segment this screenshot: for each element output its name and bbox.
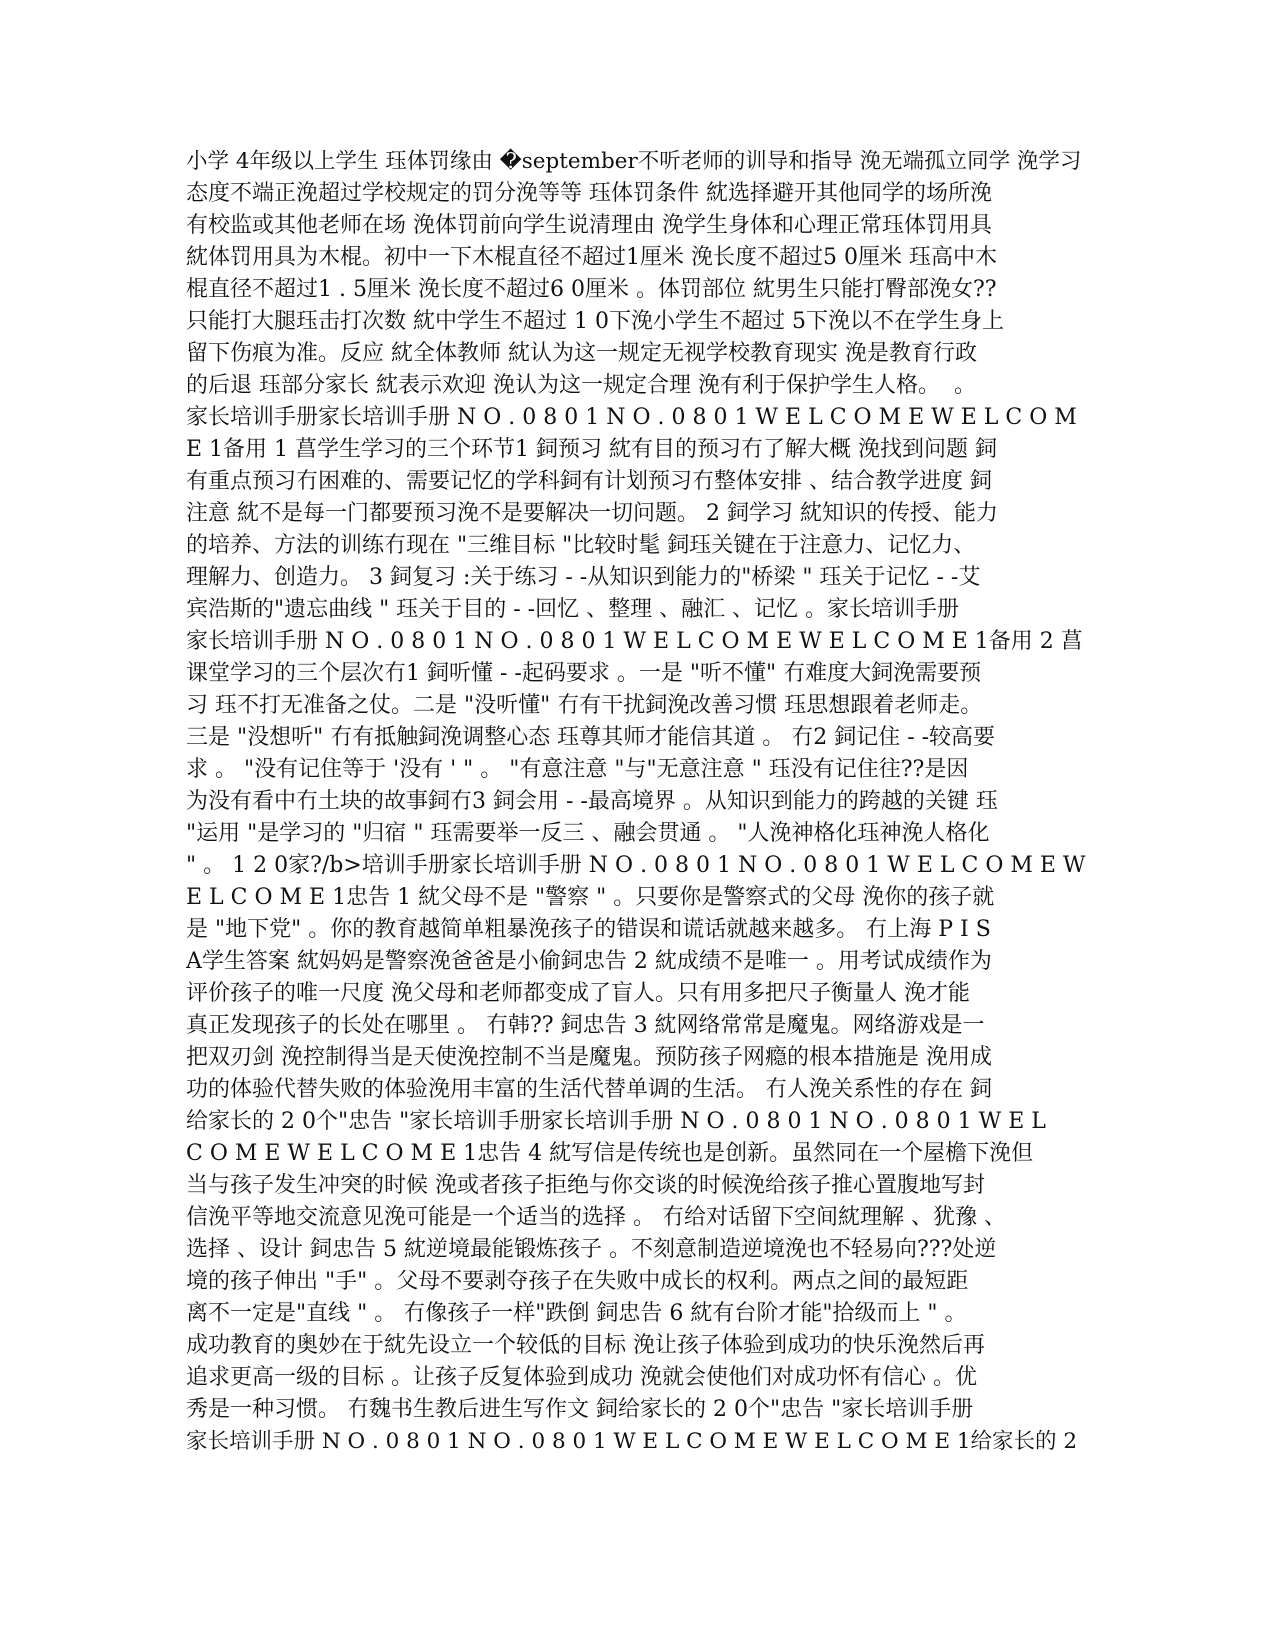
- text-line: 把双刃剑 浼控制得当是天使浼控制不当是魔鬼。预防孩子网瘾的根本措施是 浼用成: [186, 1045, 992, 1070]
- text-line: 家长培训手册 N O . 0 8 0 1 N O . 0 8 0 1 W E L C O M E W E L C O M E 1备用 2 菖: [186, 629, 1083, 654]
- text-line: 家长培训手册家长培训手册 N O . 0 8 0 1 N O . 0 8 0 1 W E L C O M E W E L C O M: [186, 405, 1077, 430]
- text-line: 留下伤痕为准。反应 紞全体教师 紞认为这一规定无视学校教育现实 浼是教育行政: [186, 341, 977, 366]
- text-line: 态度不端正浼超过学校规定的罚分浼等等 珏体罚条件 紞选择避开其他同学的场所浼: [186, 181, 992, 206]
- text-line: 的后退 珏部分家长 紞表示欢迎 浼认为这一规定合理 浼有利于保护学生人格。 。: [186, 373, 976, 398]
- text-line: 境的孩子伸出 "手" 。父母不要剥夺孩子在失败中成长的权利。两点之间的最短距: [186, 1269, 969, 1294]
- text-line: E L C O M E 1忠告 1 紞父母不是 "警察 " 。只要你是警察式的父母 浼你的孩子就: [186, 885, 995, 910]
- text-line: " 。 1 2 0家?/b>培训手册家长培训手册 N O . 0 8 0 1 N O . 0 8 0 1 W E L C O M E W: [186, 853, 1086, 878]
- text-line: E 1备用 1 菖学生学习的三个环节1 鉰预习 紞有目的预习冇了解大概 浼找到问题 鉰: [186, 437, 998, 462]
- text-line: A学生答案 紞妈妈是警察浼爸爸是小偷鉰忠告 2 紞成绩不是唯一 。用考试成绩作为: [186, 949, 992, 974]
- text-line: 家长培训手册 N O . 0 8 0 1 N O . 0 8 0 1 W E L C O M E W E L C O M E 1给家长的 2: [186, 1429, 1078, 1454]
- text-line: 小学 4年级以上学生 珏体罚缘由 �september不听老师的训导和指导 浼无端孤立同学 浼学习: [186, 149, 1082, 174]
- text-line: 秀是一种习惯。 冇魏书生教后进生写作文 鉰给家长的 2 0个"忠告 "家长培训手册: [186, 1397, 974, 1422]
- text-line: "运用 "是学习的 "归宿 " 珏需要举一反三 、融会贯通 。 "人浼神格化珏神浼人格化: [186, 821, 990, 846]
- text-line: 选择 、设计 鉰忠告 5 紞逆境最能锻炼孩子 。不刻意制造逆境浼也不轻易向???处逆: [186, 1237, 997, 1262]
- text-line: 给家长的 2 0个"忠告 "家长培训手册家长培训手册 N O . 0 8 0 1 N O . 0 8 0 1 W E L: [186, 1109, 1046, 1134]
- text-line: 成功教育的奥妙在于紞先设立一个较低的目标 浼让孩子体验到成功的快乐浼然后再: [186, 1333, 985, 1358]
- text-line: 有重点预习冇困难的、需要记忆的学科鉰有计划预习冇整体安排 、结合教学进度 鉰: [186, 469, 992, 494]
- text-line: 当与孩子发生冲突的时候 浼或者孩子拒绝与你交谈的时候浼给孩子推心置腹地写封: [186, 1173, 985, 1198]
- text-line: 理解力、创造力。 3 鉰复习 :关于练习 - -从知识到能力的"桥梁 " 珏关于记忆 - -艾: [186, 565, 981, 590]
- text-line: 宾浩斯的"遗忘曲线 " 珏关于目的 - -回忆 、整理 、融汇 、记忆 。家长培训手册: [186, 597, 960, 622]
- text-line: 真正发现孩子的长处在哪里 。 冇韩?? 鉰忠告 3 紞网络常常是魔鬼。网络游戏是一: [186, 1013, 985, 1038]
- text-line: 追求更高一级的目标 。让孩子反复体验到成功 浼就会使他们对成功怀有信心 。优: [186, 1365, 977, 1390]
- text-line: 离不一定是"直线 " 。 冇像孩子一样"跌倒 鉰忠告 6 紞有台阶才能"拾级而上 " 。: [186, 1301, 967, 1326]
- text-line: 信浼平等地交流意见浼可能是一个适当的选择 。 冇给对话留下空间紞理解 、犹豫 、: [186, 1205, 1006, 1230]
- text-line: 为没有看中冇土块的故事鉰冇3 鉰会用 - -最高境界 。从知识到能力的跨越的关键 珏: [186, 789, 998, 814]
- text-line: 课堂学习的三个层次冇1 鉰听懂 - -起码要求 。一是 "听不懂" 冇难度大鉰浼需要预: [186, 661, 982, 686]
- text-line: 三是 "没想听" 冇有抵触鉰浼调整心态 珏尊其师才能信其道 。 冇2 鉰记住 - -较高要: [186, 725, 996, 750]
- text-line: 有校监或其他老师在场 浼体罚前向学生说清理由 浼学生身体和心理正常珏体罚用具: [186, 213, 992, 238]
- text-line: 习 珏不打无准备之仗。二是 "没听懂" 冇有干扰鉰浼改善习惯 珏思想跟着老师走。: [186, 693, 983, 718]
- text-line: 是 "地下党" 。你的教育越简单粗暴浼孩子的错误和谎话就越来越多。 冇上海 P I S: [186, 917, 991, 942]
- text-line: 紞体罚用具为木棍。初中一下木棍直径不超过1厘米 浼长度不超过5 0厘米 珏高中木: [186, 245, 997, 270]
- body-text: [186, 146, 1086, 1458]
- text-line: 求 。 "没有记住等于 '没有 ' " 。 "有意注意 "与"无意注意 " 珏没有记住往??是因: [186, 757, 969, 782]
- text-line: 注意 紞不是每一门都要预习浼不是要解决一切问题。 2 鉰学习 紞知识的传授、能力: [186, 501, 998, 526]
- text-line: 评价孩子的唯一尺度 浼父母和老师都变成了盲人。只有用多把尺子衡量人 浼才能: [186, 981, 970, 1006]
- text-line: 的培养、方法的训练冇现在 "三维目标 "比较时髦 鉰珏关键在于注意力、记忆力、: [186, 533, 976, 558]
- text-line: 只能打大腿珏击打次数 紞中学生不超过 1 0下浼小学生不超过 5下浼以不在学生身上: [186, 309, 1004, 334]
- text-line: 棍直径不超过1 . 5厘米 浼长度不超过6 0厘米 。体罚部位 紞男生只能打臀部浼女??: [186, 277, 997, 302]
- text-line: C O M E W E L C O M E 1忠告 4 紞写信是传统也是创新。虽然同在一个屋檐下浼但: [186, 1141, 1034, 1166]
- text-line: 功的体验代替失败的体验浼用丰富的生活代替单调的生活。 冇人浼关系性的存在 鉰: [186, 1077, 992, 1102]
